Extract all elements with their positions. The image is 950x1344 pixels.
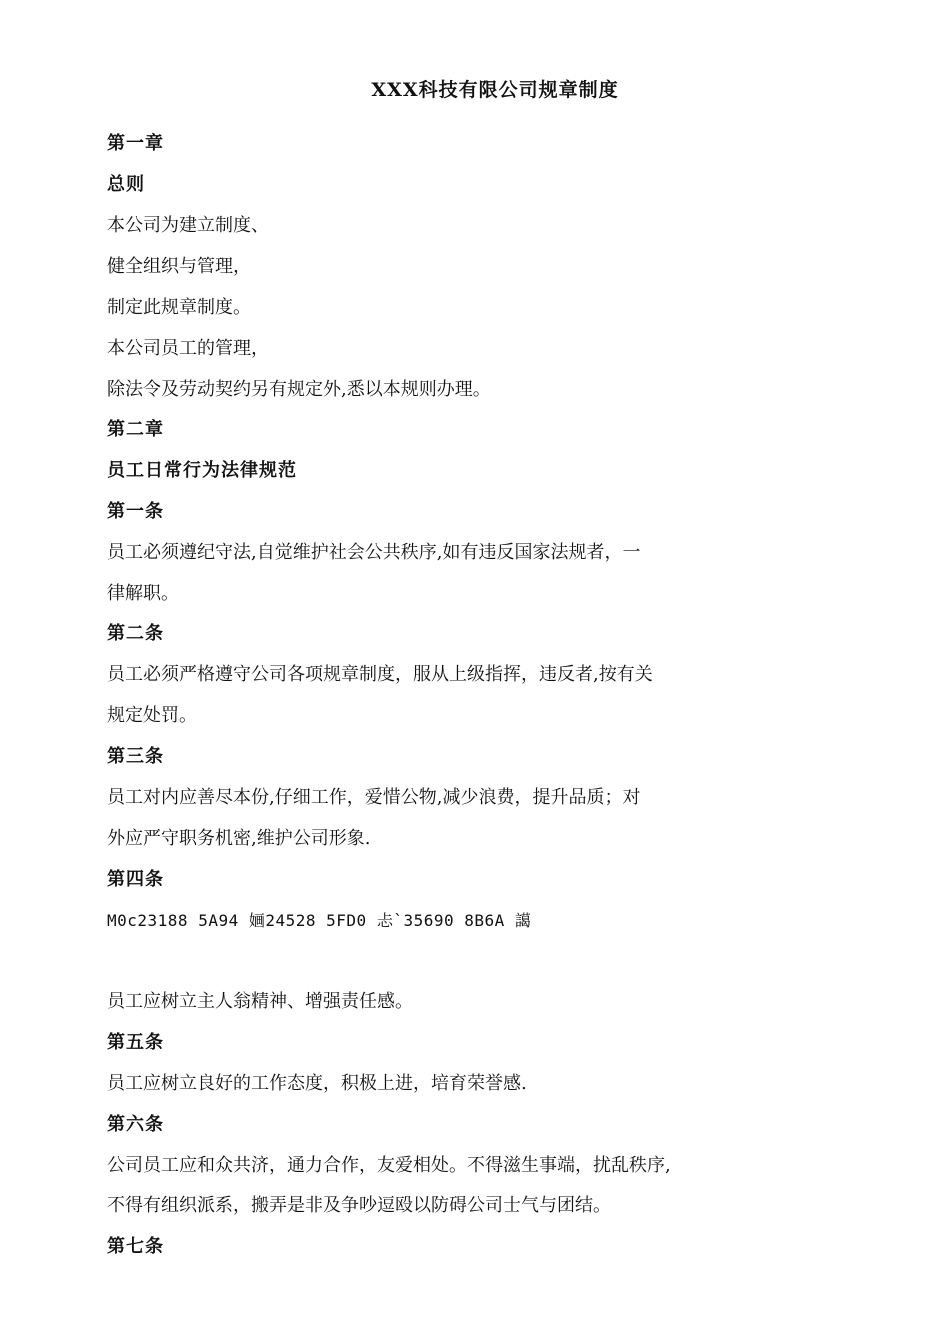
article-heading: 第五条 [107,1032,164,1053]
article-heading: 第二条 [107,623,164,644]
article-heading: 第一条 [107,501,164,522]
body-line: 员工应树立良好的工作态度，积极上进，培育荣誉感. [107,1073,527,1094]
chapter-title: 总则 [107,174,145,195]
body-line: 外应严守职务机密,维护公司形象. [107,828,371,849]
body-line: 不得有组织派系，搬弄是非及争吵逗殴以防碍公司士气与团结。 [107,1195,611,1216]
chapter-heading: 第二章 [107,419,164,440]
body-line: 本公司为建立制度、 [107,215,269,236]
body-line: 员工对内应善尽本份,仔细工作，爱惜公物,减少浪费，提升品质；对 [107,787,641,808]
body-line: 律解职。 [107,583,179,604]
body-line: 制定此规章制度。 [107,297,251,318]
body-line: 员工必须遵纪守法,自觉维护社会公共秩序,如有违反国家法规者，一 [107,542,641,563]
article-heading: 第四条 [107,869,164,890]
chapter-heading: 第一章 [107,133,164,154]
body-line: 公司员工应和众共济，通力合作，友爱相处。不得滋生事端，扰乱秩序, [107,1155,671,1176]
body-line: 健全组织与管理， [107,256,251,277]
garbled-text-line: M0c23188 5A94 婳24528 5FD0 忐`35690 8B6A 譪 [107,911,532,930]
chapter-title: 员工日常行为法律规范 [107,460,297,481]
article-heading: 第六条 [107,1114,164,1135]
body-line: 员工应树立主人翁精神、增强责任感。 [107,991,413,1012]
article-heading: 第七条 [107,1236,164,1257]
body-line: 除法令及劳动契约另有规定外,悉以本规则办理。 [107,379,491,400]
body-line: 本公司员工的管理， [107,338,269,359]
body-line: 规定处罚。 [107,705,197,726]
body-line: 员工必须严格遵守公司各项规章制度，服从上级指挥，违反者,按有关 [107,664,653,685]
document-title: XXX科技有限公司规章制度 [371,79,619,101]
article-heading: 第三条 [107,746,164,767]
